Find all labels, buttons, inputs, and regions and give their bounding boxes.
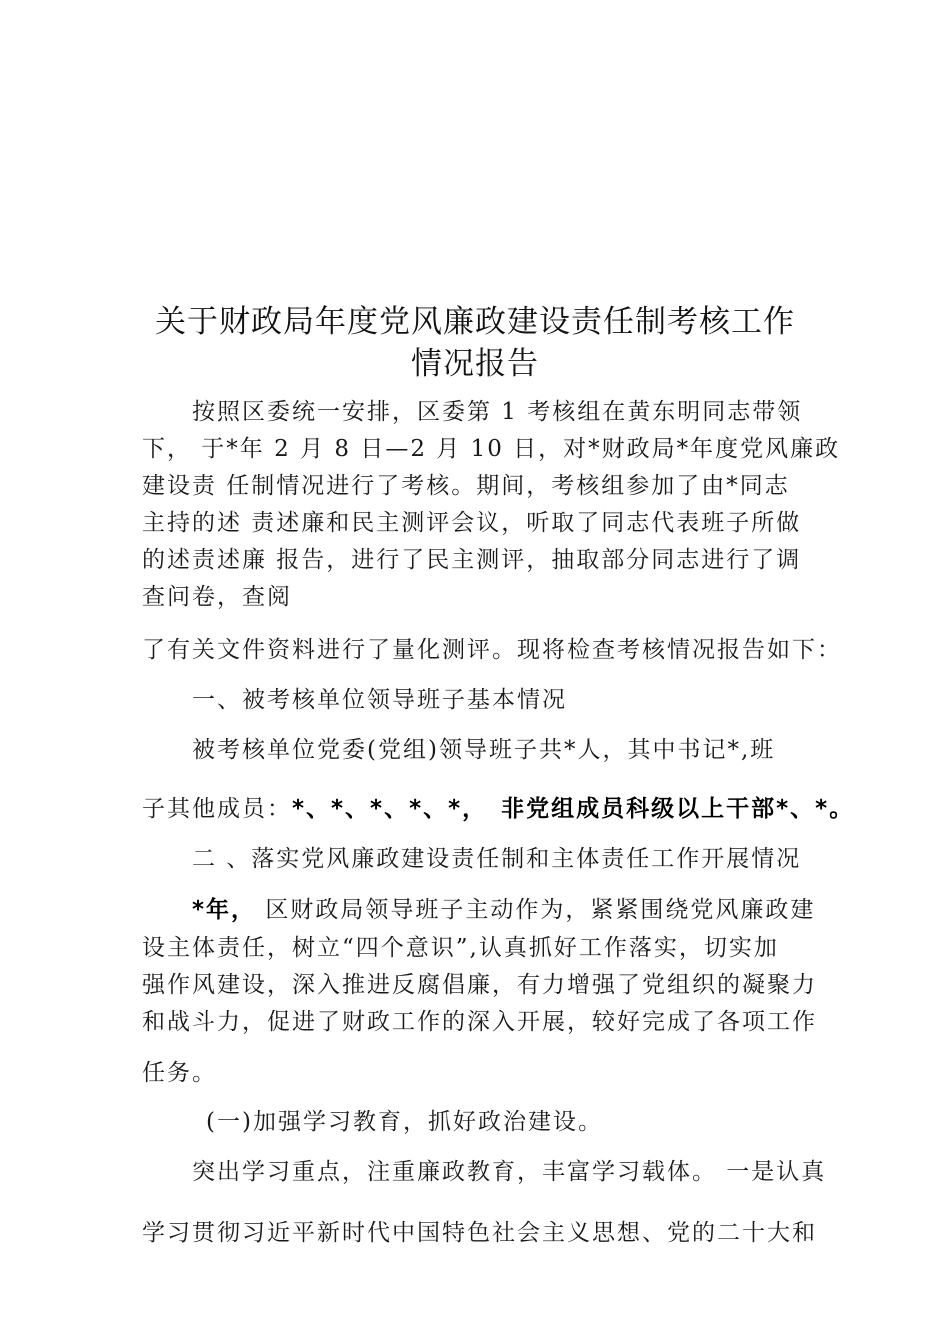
section-2-year-label: *年， [192, 897, 257, 923]
subsection-1-heading: (一)加强学习教育，抓好政治建设。 [206, 1109, 603, 1135]
document-title-line-2: 情况报告 [411, 346, 539, 382]
section-1-heading: 一、被考核单位领导班子基本情况 [192, 687, 567, 713]
intro-line-5: 的述责述廉 报告，进行了民主测评，抽取部分同志进行了调 [142, 547, 802, 573]
subsection-1-line-1: 突出学习重点，注重廉政教育，丰富学习载体。 一是认真 [192, 1159, 827, 1185]
section-1-members-label: 子其他成员： [142, 796, 292, 822]
section-1-members-list: *、*、*、*、*， [292, 796, 488, 822]
section-2-line-4: 和战斗力，促进了财政工作的深入开展，较好完成了各项工作 [142, 1009, 817, 1035]
intro-line-7: 了有关文件资料进行了量化测评。现将检查考核情况报告如下： [142, 637, 842, 663]
section-2-line-5: 任务。 [142, 1060, 217, 1086]
subsection-1-line-2: 学习贯彻习近平新时代中国特色社会主义思想、党的二十大和 [142, 1220, 817, 1246]
intro-line-2: 下， 于*年 2 月 8 日—2 月 10 日，对*财政局*年度党风廉政 [142, 436, 841, 462]
section-2-line-2: 设主体责任，树立“四个意识”,认真抓好工作落实，切实加 [142, 935, 779, 961]
intro-line-1: 按照区委统一安排，区委第 1 考核组在黄东明同志带领 [192, 399, 803, 425]
section-2-line-1 [192, 891, 815, 924]
section-1-non-party-cadres: 非党组成员科级以上干部*、*。 [501, 796, 855, 822]
section-1-line-1: 被考核单位党委(党组)领导班子共*人，其中书记*,班 [192, 737, 776, 763]
section-2-line-3: 强作风建设，深入推进反腐倡廉，有力增强了党组织的凝聚力 [142, 972, 817, 998]
intro-line-6: 查问卷，查阅 [142, 584, 292, 610]
section-1-line-2 [142, 790, 854, 823]
document-title-line-1: 关于财政局年度党风廉政建设责任制考核工作 [155, 304, 795, 340]
intro-line-3: 建设责 任制情况进行了考核。期间，考核组参加了由*同志 [142, 473, 790, 499]
section-2-line-1-text: 区财政局领导班子主动作为，紧紧围绕党风廉政建 [256, 897, 816, 923]
section-2-heading: 二 、落实党风廉政建设责任制和主体责任工作开展情况 [192, 846, 802, 872]
intro-line-4: 主持的述 责述廉和民主测评会议，听取了同志代表班子所做 [142, 510, 802, 536]
